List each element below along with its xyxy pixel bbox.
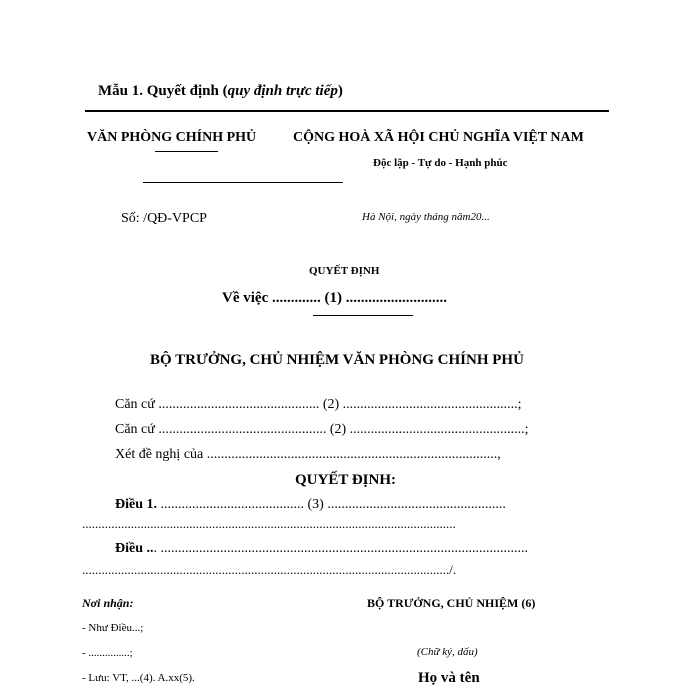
recipient-item: - Như Điều...;: [82, 622, 144, 634]
authority-heading: BỘ TRƯỞNG, CHỦ NHIỆM VĂN PHÒNG CHÍNH PHỦ: [150, 352, 524, 368]
article-1-text: ......................................... (3) ...................................................: [157, 497, 506, 512]
signature-note: (Chữ ký, dấu): [417, 646, 478, 658]
nation-name: CỘNG HOÀ XÃ HỘI CHỦ NGHĨA VIỆT NAM: [293, 130, 584, 145]
basis-2: Căn cứ ................................................ (2) ..................................................;: [115, 422, 529, 437]
title-rule: [85, 110, 609, 112]
article-2-continuation: ................................................................................................................./.: [82, 562, 457, 577]
decision-subject: Về việc ............. (1) ...........................: [222, 290, 447, 306]
article-2: [115, 541, 528, 557]
signer-title: BỘ TRƯỞNG, CHỦ NHIỆM (6): [367, 596, 536, 610]
proposal: Xét đề nghị của ...................................................................................,: [115, 447, 501, 462]
recipient-item: - Lưu: VT, ...(4). A.xx(5).: [82, 672, 195, 684]
recipient-item: - ...............;: [82, 647, 133, 659]
form-title: [98, 83, 343, 100]
subject-underline: [313, 315, 413, 316]
article-1: [115, 497, 506, 513]
signer-name: Họ và tên: [418, 670, 480, 686]
motto-underline: [143, 182, 343, 183]
basis-1: Căn cứ .............................................. (2) ..................................................;: [115, 397, 522, 412]
article-1-continuation: ...................................................................................................................: [82, 516, 456, 531]
agency-underline: [155, 151, 218, 152]
document-number: Số: /QĐ-VPCP: [121, 211, 207, 226]
agency-name: VĂN PHÒNG CHÍNH PHỦ: [87, 130, 257, 145]
form-title-prefix: Mẫu 1. Quyết định (: [98, 83, 228, 99]
decision-heading: QUYẾT ĐỊNH:: [295, 472, 396, 488]
place-date: Hà Nội, ngày tháng năm20...: [362, 211, 490, 223]
recipients-label: Nơi nhận:: [82, 596, 134, 610]
article-2-label: Điều ..: [115, 541, 154, 556]
article-1-label: Điều 1.: [115, 497, 157, 512]
article-2-text: . .........................................................................................................: [153, 541, 528, 556]
decision-type: QUYẾT ĐỊNH: [309, 265, 380, 277]
motto: Độc lập - Tự do - Hạnh phúc: [373, 157, 508, 169]
form-title-italic: quy định trực tiếp: [227, 83, 338, 99]
form-title-suffix: ): [337, 83, 343, 99]
